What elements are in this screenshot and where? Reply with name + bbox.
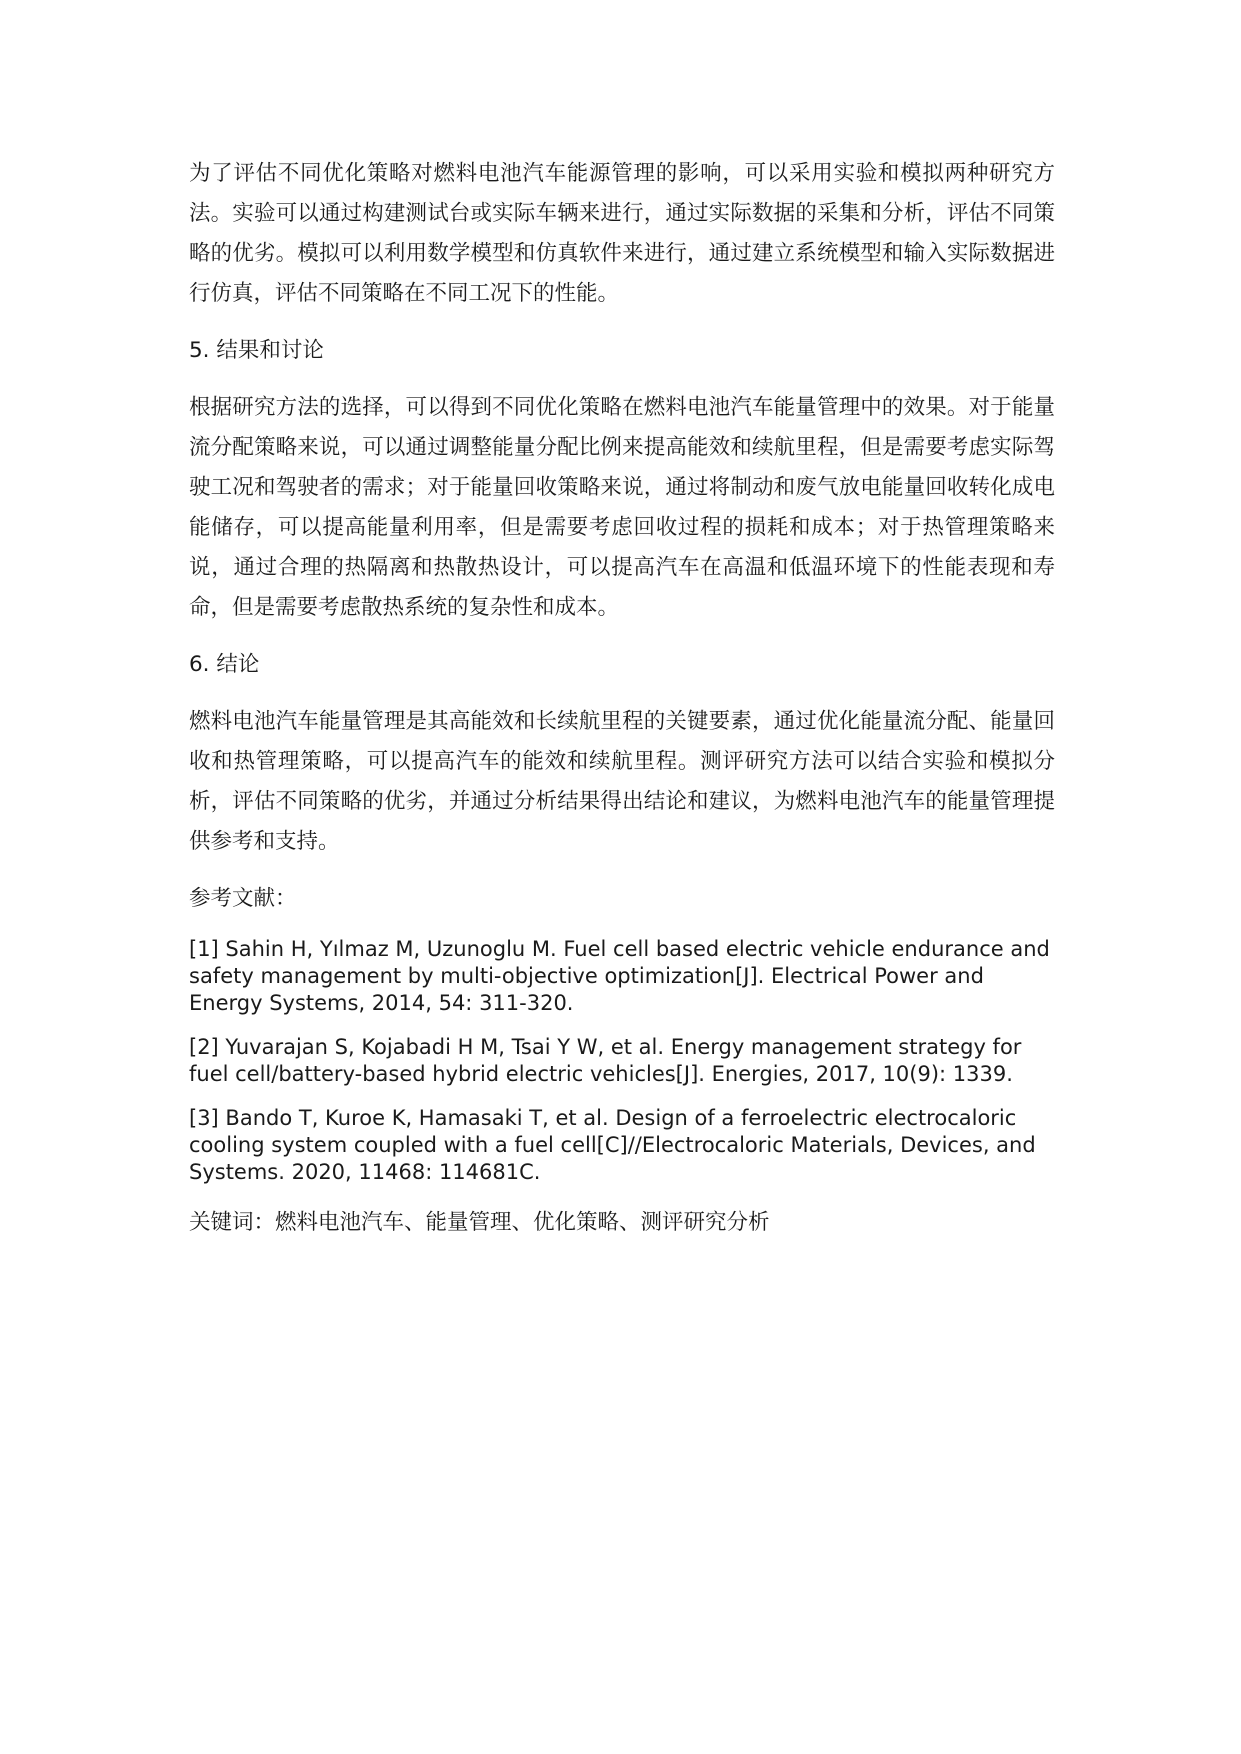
conclusion-heading: 6. 结论 (189, 652, 260, 677)
results-paragraph: 根据研究方法的选择，可以得到不同优化策略在燃料电池汽车能量管理中的效果。对于能量流分配策略来说，可以通过调整能量分配比例来提高能效和续航里程，但是需要考虑实际驾驶工况和驾驶者的需求；对于能量回收策略来说，通过将制动和废气放电能量回收转化成电能储存，可以提高能量利用率，但是需要考虑回收过程的损耗和成本；对于热管理策略来说，通过合理的热隔离和热散热设计，可以提高汽车在高温和低温环境下的性能表现和寿命，但是需要考虑散热系统的复杂性和成本。 (189, 395, 1055, 620)
keywords-line: 关键词：燃料电池汽车、能量管理、优化策略、测评研究分析 (189, 1210, 770, 1235)
reference-item-3: [3] Bando T, Kuroe K, Hamasaki T, et al. Design of a ferroelectric electrocaloric cooling system coupled with a fuel cell[C]//Electrocaloric Materials, Devices, and Systems. 2020, 11468: 114681C. (189, 1106, 1036, 1184)
method-intro-paragraph: 为了评估不同优化策略对燃料电池汽车能源管理的影响，可以采用实验和模拟两种研究方法。实验可以通过构建测试台或实际车辆来进行，通过实际数据的采集和分析，评估不同策略的优劣。模拟可以利用数学模型和仿真软件来进行，通过建立系统模型和输入实际数据进行仿真，评估不同策略在不同工况下的性能。 (189, 161, 1055, 306)
results-heading: 5. 结果和讨论 (189, 338, 324, 363)
page-content (189, 154, 1055, 1243)
conclusion-paragraph: 燃料电池汽车能量管理是其高能效和长续航里程的关键要素，通过优化能量流分配、能量回收和热管理策略，可以提高汽车的能效和续航里程。测评研究方法可以结合实验和模拟分析，评估不同策略的优劣，并通过分析结果得出结论和建议，为燃料电池汽车的能量管理提供参考和支持。 (189, 709, 1055, 854)
reference-item-1: [1] Sahin H, Yılmaz M, Uzunoglu M. Fuel cell based electric vehicle endurance and safety management by multi-objective optimization[J]. Electrical Power and Energy Systems, 2014, 54: 311-320. (189, 937, 1050, 1015)
reference-item-2: [2] Yuvarajan S, Kojabadi H M, Tsai Y W, et al. Energy management strategy for fuel cell/battery-based hybrid electric vehicles[J]. Energies, 2017, 10(9): 1339. (189, 1035, 1022, 1086)
references-title: 参考文献： (189, 886, 297, 911)
